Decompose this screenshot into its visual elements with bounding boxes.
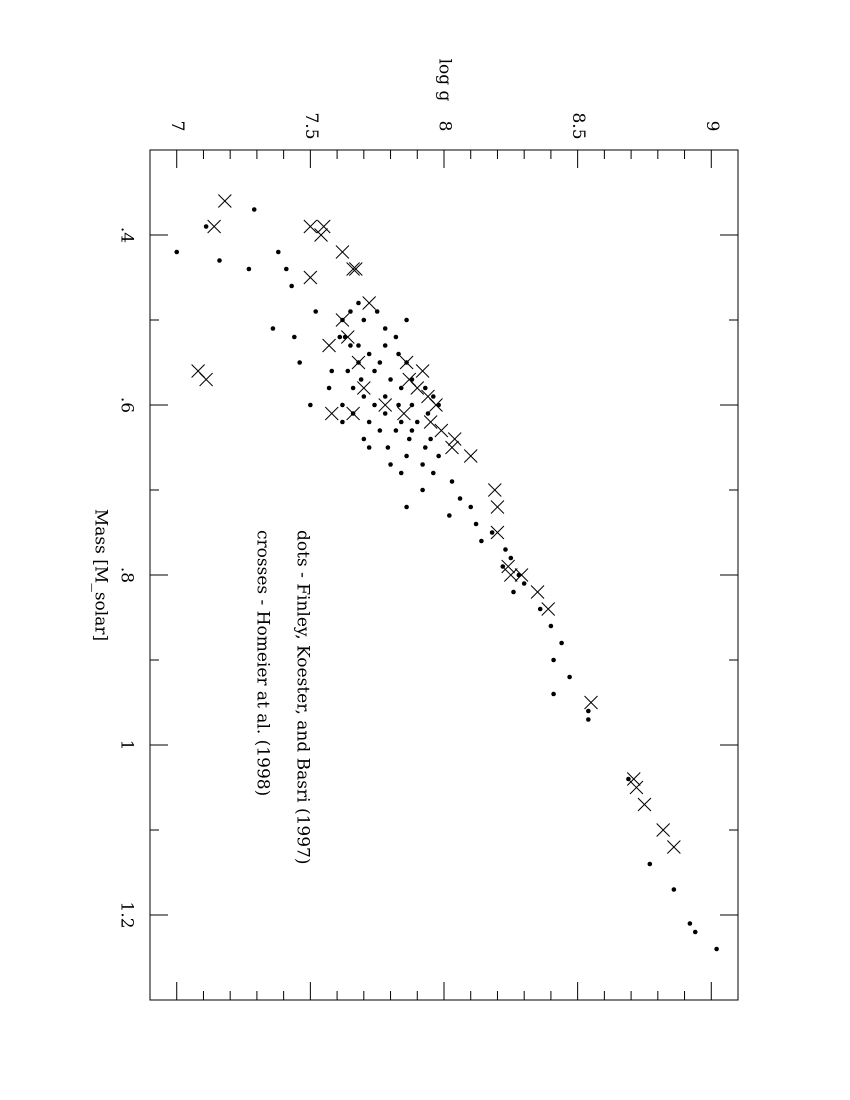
dot-point	[345, 369, 350, 374]
dot-point	[367, 420, 372, 425]
dot-point	[292, 335, 297, 340]
dot-point	[359, 377, 364, 382]
cross-point	[585, 696, 598, 709]
cross-point	[349, 263, 362, 276]
y-tick-label: 8	[434, 120, 455, 132]
dot-point	[511, 590, 516, 595]
cross-point	[357, 382, 370, 395]
cross-point	[347, 407, 360, 420]
cross-point	[336, 314, 349, 327]
cross-point	[325, 407, 338, 420]
cross-point	[446, 441, 459, 454]
y-tick-label: 7	[167, 120, 188, 132]
cross-point	[638, 798, 651, 811]
dot-point	[348, 309, 353, 314]
cross-point	[397, 407, 410, 420]
legend-crosses-text: crosses - Homeier at al. (1998)	[252, 530, 273, 797]
cross-point	[315, 229, 328, 242]
cross-point	[208, 220, 221, 233]
dot-point	[340, 403, 345, 408]
dot-point	[423, 445, 428, 450]
y-tick-label: 8.5	[568, 112, 589, 140]
dot-point	[252, 207, 257, 212]
dot-point	[551, 658, 556, 663]
y-tick-label: 7.5	[300, 112, 321, 140]
dot-point	[450, 479, 455, 484]
dot-point	[362, 437, 367, 442]
cross-point	[630, 781, 643, 794]
dot-point	[247, 267, 252, 272]
dot-point	[688, 921, 693, 926]
dot-point	[479, 539, 484, 544]
dot-point	[367, 352, 372, 357]
dot-point	[388, 462, 393, 467]
dot-point	[378, 360, 383, 365]
dot-point	[356, 343, 361, 348]
cross-point	[400, 356, 413, 369]
dot-point	[383, 343, 388, 348]
dot-point	[367, 445, 372, 450]
dot-point	[404, 454, 409, 459]
dot-point	[423, 386, 428, 391]
dot-point	[428, 437, 433, 442]
dot-point	[383, 411, 388, 416]
cross-point	[304, 271, 317, 284]
cross-point	[218, 195, 231, 208]
cross-point	[363, 297, 376, 310]
dot-point	[693, 930, 698, 935]
dot-point	[431, 471, 436, 476]
cross-point	[504, 569, 517, 582]
dot-point	[297, 360, 302, 365]
dot-point	[284, 267, 289, 272]
y-tick-label: 9	[701, 120, 722, 132]
dot-point	[714, 947, 719, 952]
dot-point	[503, 547, 508, 552]
cross-point	[200, 373, 213, 386]
cross-point	[667, 841, 680, 854]
dot-point	[404, 318, 409, 323]
dot-point	[410, 428, 415, 433]
y-tick-labels	[167, 112, 722, 139]
dot-point	[396, 352, 401, 357]
dot-point	[386, 445, 391, 450]
dot-point	[308, 403, 313, 408]
dot-point	[426, 411, 431, 416]
dot-point	[490, 530, 495, 535]
y-axis-label: log g	[434, 58, 455, 102]
dot-point	[420, 462, 425, 467]
cross-point	[424, 416, 437, 429]
dot-point	[383, 394, 388, 399]
dot-point	[362, 318, 367, 323]
cross-point	[542, 603, 555, 616]
dot-point	[567, 675, 572, 680]
dot-point	[549, 624, 554, 629]
dot-point	[447, 513, 452, 518]
dot-point	[399, 471, 404, 476]
cross-point	[464, 450, 477, 463]
dot-point	[415, 420, 420, 425]
dot-point	[399, 420, 404, 425]
cross-point	[352, 356, 365, 369]
dot-point	[538, 607, 543, 612]
dot-point	[372, 369, 377, 374]
dot-point	[474, 522, 479, 527]
dot-point	[672, 887, 677, 892]
cross-point	[531, 586, 544, 599]
plot-frame	[150, 150, 738, 1000]
dot-point	[362, 394, 367, 399]
cross-point	[317, 220, 330, 233]
cross-point	[347, 263, 360, 276]
dot-point	[394, 335, 399, 340]
dot-point	[586, 709, 591, 714]
axis-ticks	[150, 150, 738, 1000]
legend-dots-text: dots - Finley, Koester, and Basri (1997)	[292, 530, 313, 865]
dot-point	[217, 258, 222, 263]
x-tick-label: .8	[116, 566, 137, 584]
dot-point	[648, 862, 653, 867]
dot-point	[375, 309, 380, 314]
cross-point	[304, 220, 317, 233]
dot-point	[410, 403, 415, 408]
dot-point	[551, 692, 556, 697]
dot-point	[289, 284, 294, 289]
cross-point	[435, 424, 448, 437]
dot-point	[378, 428, 383, 433]
dot-point	[337, 335, 342, 340]
cross-point	[336, 246, 349, 259]
cross-point	[379, 399, 392, 412]
cross-point	[491, 501, 504, 514]
dot-point	[522, 581, 527, 586]
dot-point	[327, 386, 332, 391]
dot-point	[399, 386, 404, 391]
dot-point	[436, 454, 441, 459]
dot-point	[458, 496, 463, 501]
dot-point	[394, 428, 399, 433]
dot-point	[276, 250, 281, 255]
cross-point	[323, 339, 336, 352]
cross-point	[416, 365, 429, 378]
cross-point	[411, 382, 424, 395]
dot-point	[388, 377, 393, 382]
dot-point	[468, 505, 473, 510]
dot-point	[356, 301, 361, 306]
dot-point	[501, 564, 506, 569]
dot-point	[420, 488, 425, 493]
dot-point	[351, 386, 356, 391]
dot-point	[372, 403, 377, 408]
dot-point	[383, 326, 388, 331]
dot-point	[626, 777, 631, 782]
dot-point	[329, 369, 334, 374]
dot-point	[396, 403, 401, 408]
dot-point	[348, 343, 353, 348]
dot-point	[431, 394, 436, 399]
dot-point	[340, 420, 345, 425]
cross-point	[448, 433, 461, 446]
dot-point	[204, 224, 209, 229]
dot-point	[313, 309, 318, 314]
cross-point	[657, 824, 670, 837]
x-tick-label: .4	[116, 226, 137, 244]
dot-point	[407, 437, 412, 442]
dot-point	[404, 505, 409, 510]
x-tick-label: 1	[116, 739, 137, 751]
dot-point	[271, 326, 276, 331]
dot-point	[509, 556, 514, 561]
x-tick-label: .6	[116, 396, 137, 414]
dot-point	[174, 250, 179, 255]
x-tick-labels	[117, 227, 137, 929]
cross-point	[488, 484, 501, 497]
x-axis-label: Mass [M_solar]	[90, 508, 111, 642]
dot-point	[586, 717, 591, 722]
dot-point	[559, 641, 564, 646]
x-tick-label: 1.2	[116, 901, 137, 929]
